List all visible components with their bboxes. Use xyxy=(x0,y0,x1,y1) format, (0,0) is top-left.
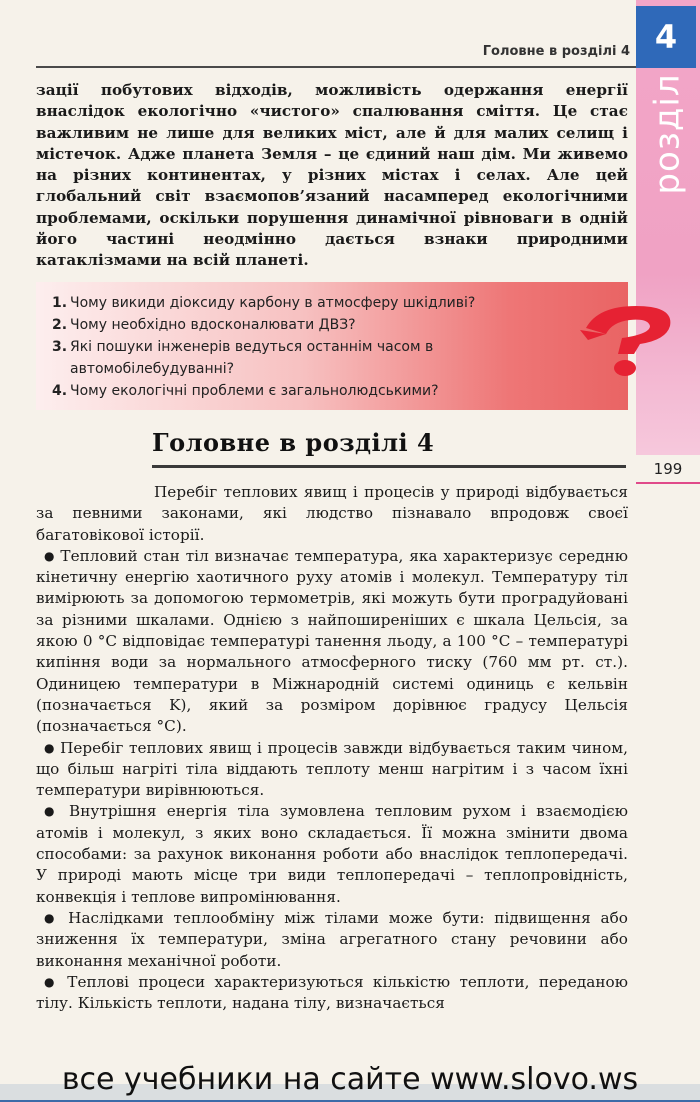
bullet-paragraph: ● Внутрішня енергія тіла зумовлена тепловим рухом і взаємодією атомів і молекул, з яких воно складається. Її можна змінити двома способами: за рахунок виконання роботи або внаслідок теплопередачі. У природі мають місце три види теплопередачі – теплопровідність, конвекція і теплове випромінювання. xyxy=(36,801,628,907)
question-item: 2. Чому необхідно вдосконалювати ДВЗ? xyxy=(52,317,356,333)
page-number-rule xyxy=(636,482,700,484)
bullet-paragraph: ● Перебіг теплових явищ і процесів завжди відбувається таким чином, що більш нагріті тіла віддають теплоту менш нагрітим і з часом їхні температури вирівнюються. xyxy=(36,738,628,802)
bullet-paragraph: ● Наслідками теплообміну між тілами може бути: підвищення або зниження їх температури, зміна агрегатного стану речовини або виконання механічної роботи. xyxy=(36,908,628,972)
footer-watermark-text: все учебники на сайте www.slovo.ws xyxy=(0,1060,700,1100)
page-number: 199 xyxy=(653,460,683,478)
question-item: 3. Які пошуки інженерів ведуться останнім часом в автомобілебудуванні? xyxy=(52,339,434,377)
chapter-word-text: розділ xyxy=(648,73,688,195)
bullet-paragraph: ● Теплові процеси характеризуються кількістю теплоти, переданою тілу. Кількість теплоти, надана тілу, визначається xyxy=(36,972,628,1015)
summary-text xyxy=(36,482,628,1014)
section-title: Головне в розділі 4 xyxy=(152,428,435,457)
running-header: Головне в розділі 4 xyxy=(482,44,630,59)
questions-list xyxy=(52,292,572,402)
chapter-side-tab xyxy=(636,0,700,455)
chapter-number-box: 4 xyxy=(636,6,696,68)
top-paragraph: зації побутових відходів, можливість одержання енергії внаслідок екологічно «чистого» спалювання сміття. Це стає важливим не лише для великих міст, але й для малих селищ і містечок. Адже планета Земля – це єдиний наш дім. Ми живемо на різних континентах, у різних містах і селах. Але цей глобальний світ взаємопов’язаний насамперед екологічними проблемами, оскільки порушення динамічної рівноваги в одній його частині неодмінно дається взнаки природними катаклізмами на всій планеті. xyxy=(36,81,628,270)
section-title-rule xyxy=(152,465,626,468)
bullet-paragraph: ● Тепловий стан тіл визначає температура, яка характеризує середню кінетичну енергію хаотичного руху атомів і молекул. Температуру тіл вимірюють за допомогою термометрів, які можуть бути проградуйовані за різними шкалами. Однією з найпоширеніших є шкала Цельсія, за якою 0 °С відповідає температурі танення льоду, а 100 °С – температурі кипіння води за нормального атмосферного тиску (760 мм рт. ст.). Одиницею температури в Міжнародній системі одиниць є кельвін (позначається K), який за розміром дорівнює градусу Цельсія (позначається °С). xyxy=(36,546,628,738)
question-mark-icon xyxy=(578,300,678,380)
question-item: 4. Чому екологічні проблеми є загальнолюдськими? xyxy=(52,383,439,399)
question-item: 1. Чому викиди діоксиду карбону в атмосферу шкідливі? xyxy=(52,295,476,311)
header-rule xyxy=(36,66,636,68)
intro-paragraph: Перебіг теплових явищ і процесів у природі відбувається за певними законами, які людство пізнавало впродовж своєї багатовікової історії. xyxy=(36,483,628,544)
chapter-word-label xyxy=(640,74,696,194)
